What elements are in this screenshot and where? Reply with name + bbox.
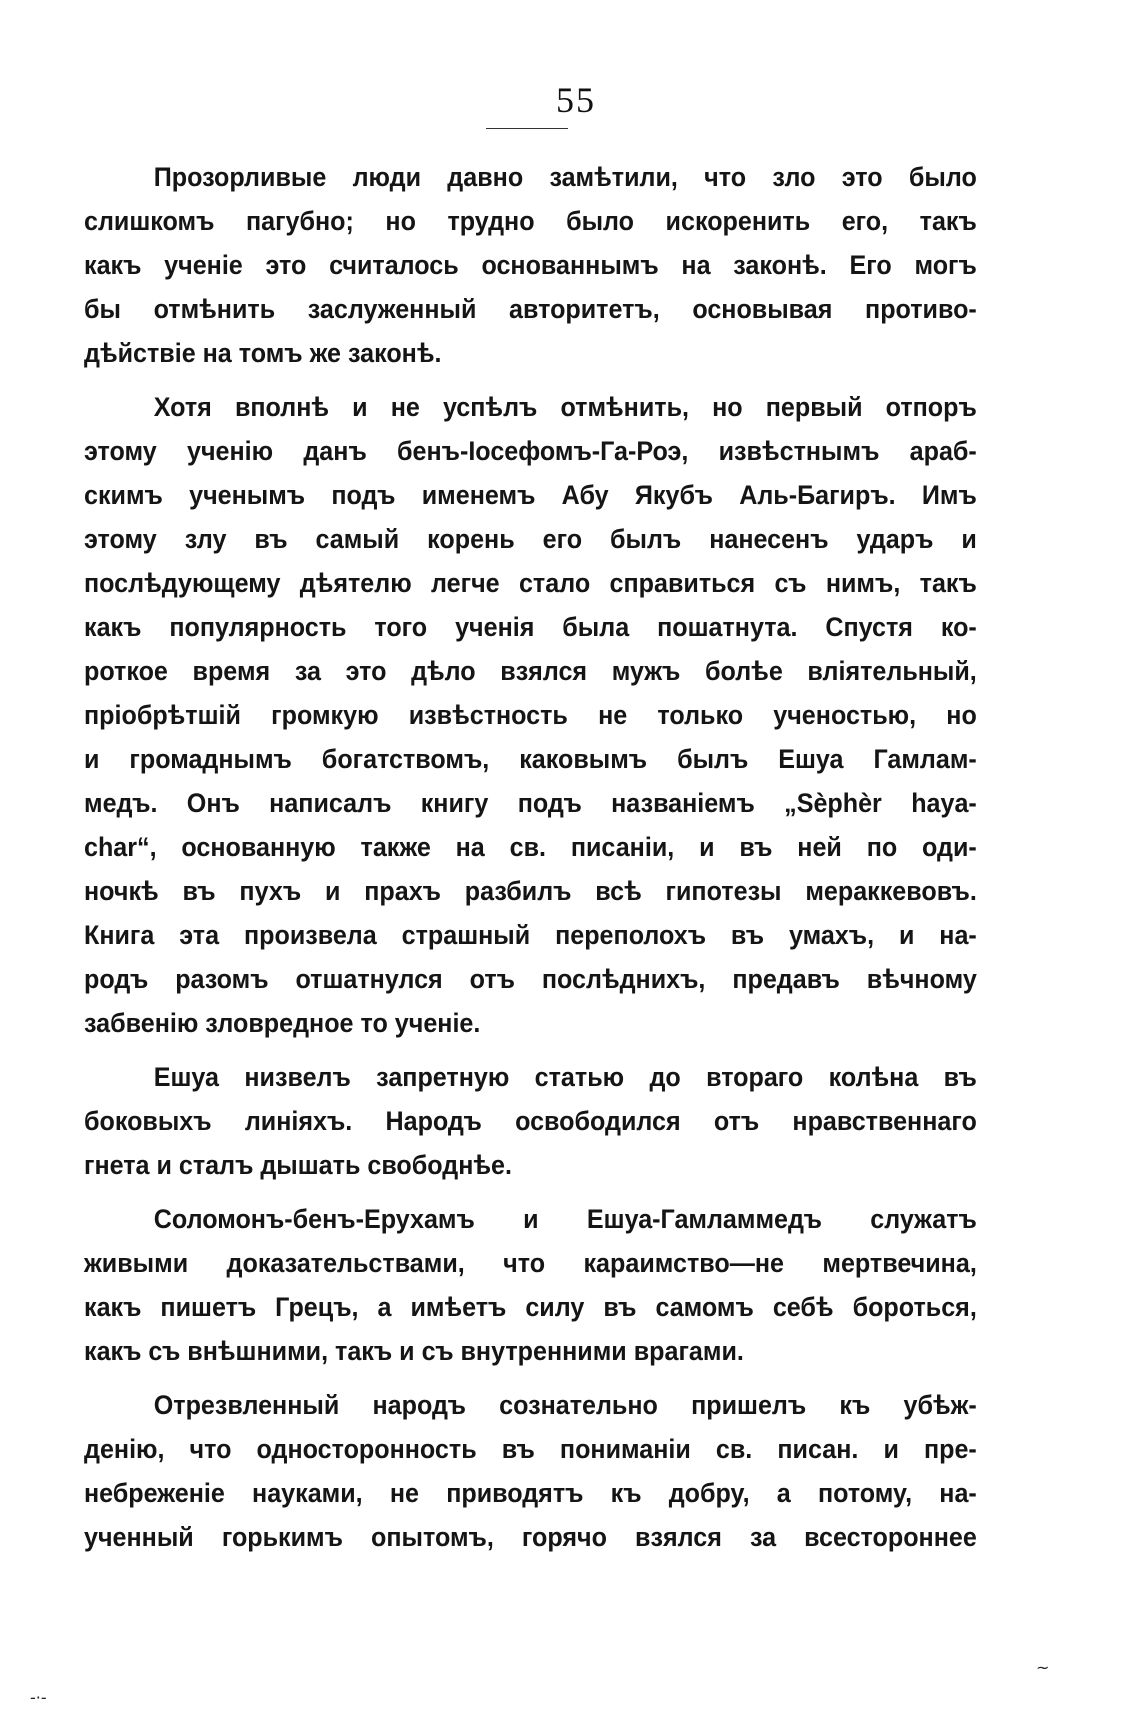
text-line: Хотя вполнѣ и не успѣлъ отмѣнить, но первый отпоръ bbox=[153, 392, 977, 422]
text-line: какъ популярность того ученія была пошатнута. Спустя ко- bbox=[84, 612, 977, 642]
text-line: этому ученію данъ бенъ-Іосефомъ-Га-Роэ, извѣстнымъ араб- bbox=[84, 436, 977, 466]
text-line: бы отмѣнить заслуженный авторитетъ, основывая противо- bbox=[84, 294, 977, 324]
text-line: Книга эта произвела страшный переполохъ въ умахъ, и на- bbox=[84, 920, 977, 950]
text-line: боковыхъ линіяхъ. Народъ освободился отъ нравственнаго bbox=[84, 1106, 977, 1136]
text-line: этому злу въ самый корень его былъ нанесенъ ударъ и bbox=[84, 524, 977, 554]
text-line: и громаднымъ богатствомъ, каковымъ былъ Ешуа Гамлам- bbox=[84, 744, 977, 774]
text-line: Соломонъ-бенъ-Ерухамъ и Ешуа-Гамламмедъ служатъ bbox=[153, 1204, 977, 1234]
paragraph bbox=[84, 1055, 977, 1187]
text-line: пріобрѣтшій громкую извѣстность не только ученостью, но bbox=[84, 700, 977, 730]
text-line: ночкѣ въ пухъ и прахъ разбилъ всѣ гипотезы мераккевовъ. bbox=[84, 876, 977, 906]
text-line: какъ пишетъ Грецъ, а имѣетъ силу въ самомъ себѣ бороться, bbox=[84, 1292, 977, 1322]
body-text bbox=[84, 155, 977, 1569]
text-line: живыми доказательствами, что караимство—не мертвечина, bbox=[84, 1248, 977, 1278]
text-line: гнета и сталъ дышать свободнѣе. bbox=[84, 1150, 512, 1180]
scan-speck: -·- bbox=[30, 1688, 47, 1707]
text-line: небреженіе науками, не приводятъ къ добру, а потому, на- bbox=[84, 1478, 977, 1508]
text-line: слишкомъ пагубно; но трудно было искоренить его, такъ bbox=[84, 206, 977, 236]
text-line: роткое время за это дѣло взялся мужъ болѣе вліятельный, bbox=[84, 656, 977, 686]
text-line: char“, основанную также на св. писаніи, и въ ней по оди- bbox=[84, 832, 977, 862]
text-line: послѣдующему дѣятелю легче стало справиться съ нимъ, такъ bbox=[84, 568, 977, 598]
text-line: денію, что односторонность въ пониманіи св. писан. и пре- bbox=[84, 1434, 977, 1464]
paragraph bbox=[84, 385, 977, 1045]
page-number-rule bbox=[486, 128, 568, 129]
text-line: ученный горькимъ опытомъ, горячо взялся за всестороннее bbox=[84, 1522, 977, 1552]
text-line: медъ. Онъ написалъ книгу подъ названіемъ „Sèphèr haya- bbox=[84, 788, 977, 818]
text-line: дѣйствіе на томъ же законѣ. bbox=[84, 338, 442, 368]
page-number: 55 bbox=[556, 80, 596, 120]
text-line: забвенію зловредное то ученіе. bbox=[84, 1008, 481, 1038]
text-line: какъ ученіе это считалось основаннымъ на законѣ. Его могъ bbox=[84, 250, 977, 280]
text-line: родъ разомъ отшатнулся отъ послѣднихъ, предавъ вѣчному bbox=[84, 964, 977, 994]
text-line: Ешуа низвелъ запретную статью до втораго колѣна въ bbox=[153, 1062, 977, 1092]
text-line: Отрезвленный народъ сознательно пришелъ къ убѣж- bbox=[153, 1390, 977, 1420]
paragraph bbox=[84, 155, 977, 375]
paragraph bbox=[84, 1197, 977, 1373]
paragraph bbox=[84, 1383, 977, 1559]
text-line: скимъ ученымъ подъ именемъ Абу Якубъ Аль-Багиръ. Имъ bbox=[84, 480, 977, 510]
text-line: какъ съ внѣшними, такъ и съ внутренними врагами. bbox=[84, 1336, 744, 1366]
scan-speck: ~ bbox=[1036, 1658, 1050, 1677]
text-line: Прозорливые люди давно замѣтили, что зло это было bbox=[153, 162, 977, 192]
